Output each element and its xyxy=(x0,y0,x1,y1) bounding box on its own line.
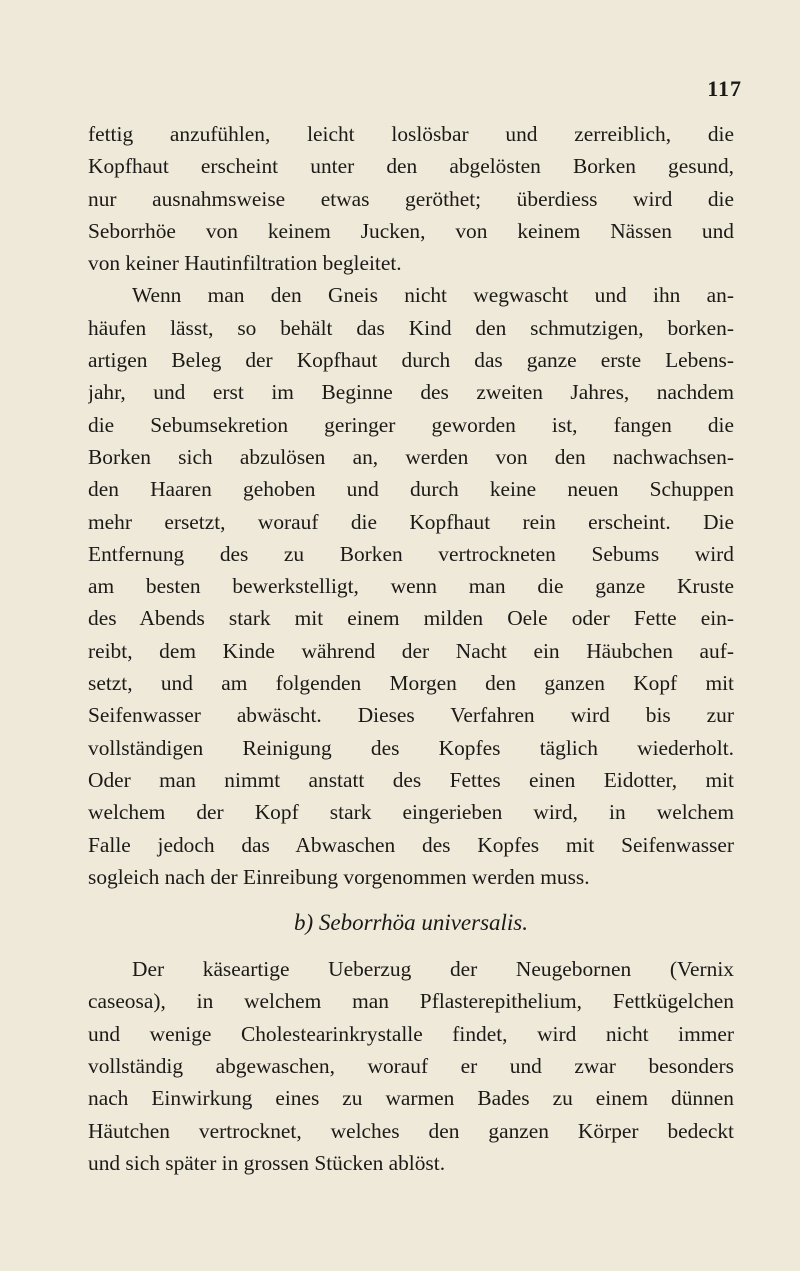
text-line: nur ausnahmsweise etwas geröthet; überdiess wird die xyxy=(88,186,734,211)
paragraph-1 xyxy=(88,118,734,279)
text-line: von keiner Hautinfiltration begleitet. xyxy=(88,251,402,276)
text-line: reibt, dem Kinde während der Nacht ein Häubchen auf- xyxy=(88,638,734,663)
text-line: häufen lässt, so behält das Kind den schmutzigen, borken- xyxy=(88,315,734,340)
section-heading: b) Seborrhöa universalis. xyxy=(293,910,529,936)
text-line: jahr, und erst im Beginne des zweiten Jahres, nachdem xyxy=(88,380,734,405)
text-line: nach Einwirkung eines zu warmen Bades zu einem dünnen xyxy=(88,1086,734,1111)
text-line: des Abends stark mit einem milden Oele oder Fette ein- xyxy=(88,606,734,631)
page-number: 117 xyxy=(707,76,742,101)
text-line: fettig anzufühlen, leicht loslösbar und zerreiblich, die xyxy=(88,122,734,146)
text-line: Borken sich abzulösen an, werden von den nachwachsen- xyxy=(88,444,734,469)
paragraph-2 xyxy=(88,279,734,893)
text-line: artigen Beleg der Kopfhaut durch das ganze erste Lebens- xyxy=(88,348,734,373)
text-line: Wenn man den Gneis nicht wegwascht und ihn an- xyxy=(132,283,734,308)
text-line: Der käseartige Ueberzug der Neugebornen (Vernix xyxy=(132,957,734,982)
text-line: und sich später in grossen Stücken ablöst. xyxy=(88,1150,446,1175)
text-line: Seifenwasser abwäscht. Dieses Verfahren wird bis zur xyxy=(88,703,734,728)
text-line: mehr ersetzt, worauf die Kopfhaut rein erscheint. Die xyxy=(88,509,734,534)
text-line: Falle jedoch das Abwaschen des Kopfes mit Seifenwasser xyxy=(88,832,734,857)
text-line: setzt, und am folgenden Morgen den ganzen Kopf mit xyxy=(88,671,734,696)
text-line: Entfernung des zu Borken vertrockneten Sebums wird xyxy=(88,541,734,566)
paragraph-3 xyxy=(88,953,734,1179)
text-line: und wenige Cholestearinkrystalle findet, wird nicht immer xyxy=(88,1021,734,1046)
text-line: vollständig abgewaschen, worauf er und zwar besonders xyxy=(88,1054,734,1079)
text-line: den Haaren gehoben und durch keine neuen Schuppen xyxy=(88,477,734,502)
text-line: Häutchen vertrocknet, welches den ganzen Körper bedeckt xyxy=(88,1118,734,1143)
body-text xyxy=(88,118,734,1179)
text-line: Kopfhaut erscheint unter den abgelösten Borken gesund, xyxy=(88,154,734,179)
text-line: am besten bewerkstelligt, wenn man die ganze Kruste xyxy=(88,574,734,599)
text-line: caseosa), in welchem man Pflasterepithelium, Fettkügelchen xyxy=(88,989,734,1014)
text-line: die Sebumsekretion geringer geworden ist, fangen die xyxy=(88,412,734,437)
text-line: sogleich nach der Einreibung vorgenommen werden muss. xyxy=(88,864,590,889)
text-line: vollständigen Reinigung des Kopfes täglich wiederholt. xyxy=(88,735,734,760)
text-line: Seborrhöe von keinem Jucken, von keinem Nässen und xyxy=(88,218,734,243)
text-line: welchem der Kopf stark eingerieben wird, in welchem xyxy=(88,800,734,825)
text-line: Oder man nimmt anstatt des Fettes einen Eidotter, mit xyxy=(88,767,734,792)
